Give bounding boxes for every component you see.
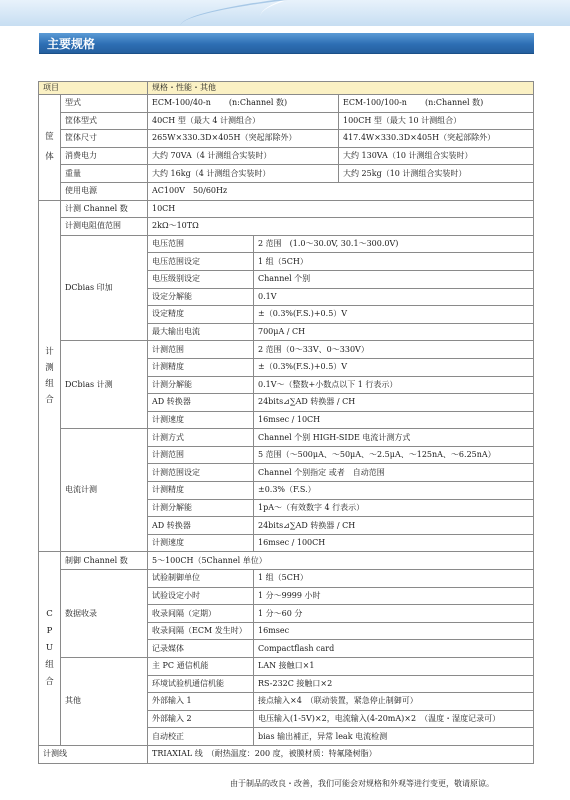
row-label: 使用电源 — [61, 182, 148, 200]
group-label-dcbias-measure: DCbias 计测 — [61, 341, 148, 429]
cell-value: 1 组（5CH） — [254, 570, 534, 588]
cell-value: 16msec / 100CH — [254, 534, 534, 552]
table-row — [39, 218, 534, 236]
page-title: 主要规格 — [47, 37, 96, 51]
table-row — [39, 745, 534, 763]
row-label: 外部输入 1 — [148, 693, 254, 711]
cell-value: 大约 70VA（4 计测组合实装时） — [148, 147, 339, 165]
cell-value: 2 范围（0～33V、0～330V） — [254, 341, 534, 359]
table-row — [39, 130, 534, 148]
cell-value: 24bits⊿∑AD 转换器 / CH — [254, 394, 534, 412]
table-row — [39, 95, 534, 113]
cell-value: 5～100CH（5Channel 单位） — [148, 552, 534, 570]
row-label: 计测方式 — [148, 429, 254, 447]
row-label: 计测分解能 — [148, 499, 254, 517]
footer-note: 由于制品的改良・改善，我们可能会对规格和外观等进行变更，敬请原谅。 — [230, 779, 494, 788]
row-label: 筐体型式 — [61, 112, 148, 130]
cell-value: 1 分～60 分 — [254, 605, 534, 623]
cell-value: 265W×330.3D×405H（突起部除外） — [148, 130, 339, 148]
row-label: 计测范围 — [148, 341, 254, 359]
row-label: 计测速度 — [148, 534, 254, 552]
cell-value: 1 组（5CH） — [254, 253, 534, 271]
cell-value: 1pA～（有效数字 4 行表示） — [254, 499, 534, 517]
section-measure-text: 计测组合 — [45, 347, 54, 405]
row-label: 计测分解能 — [148, 376, 254, 394]
model-100: ECM-100/100-n — [343, 98, 407, 108]
row-label: 电压级别设定 — [148, 270, 254, 288]
cell-value: 700μA / CH — [254, 323, 534, 341]
row-label: 试验设定小时 — [148, 587, 254, 605]
cell-value: Channel 个别指定 或者 自动范围 — [254, 464, 534, 482]
section-label-cpu — [39, 552, 61, 746]
table-row — [39, 429, 534, 447]
model-100-note: (n:Channel 数) — [424, 98, 484, 108]
cell-value: 100CH 型（最大 10 计测组合） — [339, 112, 534, 130]
row-label: 计测精度 — [148, 358, 254, 376]
table-header — [39, 82, 534, 95]
section-label-chassis — [39, 95, 61, 201]
section-cpu-text: CPU组合 — [45, 609, 54, 688]
cell-value: ±0.3%（F.S.） — [254, 482, 534, 500]
cell-value: bias 输出補正，异常 leak 电流检测 — [254, 728, 534, 746]
cell-value: TRIAXIAL 线 （耐热温度：200 度，被膜材质：特氟隆树脂） — [148, 745, 534, 763]
banner-swoosh — [179, 0, 570, 26]
row-label: 试验制御单位 — [148, 570, 254, 588]
cell-value: ±（0.3%(F.S.)+0.5）V — [254, 306, 534, 324]
cell-value: 5 范围（～500μA、～50μA、～2.5μA、～125nA、～6.25nA） — [254, 446, 534, 464]
spec-table — [38, 81, 534, 764]
cell-value: 1 分～9999 小时 — [254, 587, 534, 605]
row-label: 外部输入 2 — [148, 710, 254, 728]
cell-value: Channel 个别 — [254, 270, 534, 288]
cell-value: 2 范围 (1.0～30.0V, 30.1～300.0V) — [254, 235, 534, 253]
row-label: 计测范围设定 — [148, 464, 254, 482]
row-label: 计测 Channel 数 — [61, 200, 148, 218]
group-label-dcbias-apply: DCbias 印加 — [61, 235, 148, 341]
row-label: 制御 Channel 数 — [61, 552, 148, 570]
cell-value: Channel 个别 HIGH-SIDE 电流计测方式 — [254, 429, 534, 447]
row-label: 设定精度 — [148, 306, 254, 324]
row-label: 自动校正 — [148, 728, 254, 746]
table-row — [39, 182, 534, 200]
row-label: 环境试验机通信机能 — [148, 675, 254, 693]
row-label: 主 PC 通信机能 — [148, 658, 254, 676]
row-label: 电压范围 — [148, 235, 254, 253]
row-label: 重量 — [61, 165, 148, 183]
cell-value: 16msec / 10CH — [254, 411, 534, 429]
header-item: 项目 — [39, 82, 148, 95]
row-label: 收录间隔（ECM 发生时） — [148, 622, 254, 640]
cell-value — [148, 95, 339, 113]
cell-value: 40CH 型（最大 4 计测组合） — [148, 112, 339, 130]
cell-value: LAN 接触口×1 — [254, 658, 534, 676]
group-label-other: 其他 — [61, 658, 148, 746]
cell-value: 接点输入×4 （联动装置，紧急停止制御可） — [254, 693, 534, 711]
section-label-measure — [39, 200, 61, 552]
row-label: 设定分解能 — [148, 288, 254, 306]
row-label: 计测精度 — [148, 482, 254, 500]
cell-value: ±（0.3%(F.S.)+0.5）V — [254, 358, 534, 376]
row-label: 筐体尺寸 — [61, 130, 148, 148]
cell-value: AC100V 50/60Hz — [148, 182, 534, 200]
row-label: 电压范围设定 — [148, 253, 254, 271]
group-label-current-measure: 电流计测 — [61, 429, 148, 552]
section-title-bar — [39, 33, 534, 54]
model-40: ECM-100/40-n — [152, 98, 211, 108]
cell-value: 大约 130VA（10 计测组合实装时） — [339, 147, 534, 165]
row-label-cable: 计测线 — [39, 745, 148, 763]
cell-value — [339, 95, 534, 113]
row-label: 记录媒体 — [148, 640, 254, 658]
cell-value: 电压输入(1-5V)×2，电流输入(4-20mA)×2 （温度・湿度记录可） — [254, 710, 534, 728]
row-label: 型式 — [61, 95, 148, 113]
cell-value: 2kΩ～10TΩ — [148, 218, 534, 236]
cell-value: RS-232C 接触口×2 — [254, 675, 534, 693]
row-label: 最大输出电流 — [148, 323, 254, 341]
row-label: 消费电力 — [61, 147, 148, 165]
cell-value: Compactflash card — [254, 640, 534, 658]
cell-value: 10CH — [148, 200, 534, 218]
cell-value: 大约 16kg（4 计测组合实装时） — [148, 165, 339, 183]
table-row — [39, 165, 534, 183]
row-label: 计测速度 — [148, 411, 254, 429]
table-row — [39, 341, 534, 359]
model-40-note: (n:Channel 数) — [228, 98, 288, 108]
cell-value: 0.1V — [254, 288, 534, 306]
cell-value: 大约 25kg（10 计测组合实装时） — [339, 165, 534, 183]
cell-value: 16msec — [254, 622, 534, 640]
row-label: 收录间隔（定期） — [148, 605, 254, 623]
row-label: 计测范围 — [148, 446, 254, 464]
table-row — [39, 658, 534, 676]
header-banner — [0, 0, 570, 26]
row-label: 计测电阻值范围 — [61, 218, 148, 236]
cell-value: 0.1V～（整数+小数点以下 1 行表示） — [254, 376, 534, 394]
table-row — [39, 552, 534, 570]
row-label: AD 转换器 — [148, 517, 254, 535]
table-row — [39, 147, 534, 165]
table-row — [39, 570, 534, 588]
table-row — [39, 200, 534, 218]
cell-value: 417.4W×330.3D×405H（突起部除外） — [339, 130, 534, 148]
table-row — [39, 112, 534, 130]
table-row — [39, 235, 534, 253]
group-label-data-record: 数据收录 — [61, 570, 148, 658]
cell-value: 24bits⊿∑AD 转换器 / CH — [254, 517, 534, 535]
row-label: AD 转换器 — [148, 394, 254, 412]
section-chassis-text: 筐体 — [45, 132, 54, 163]
header-spec: 规格・性能・其他 — [148, 82, 534, 95]
